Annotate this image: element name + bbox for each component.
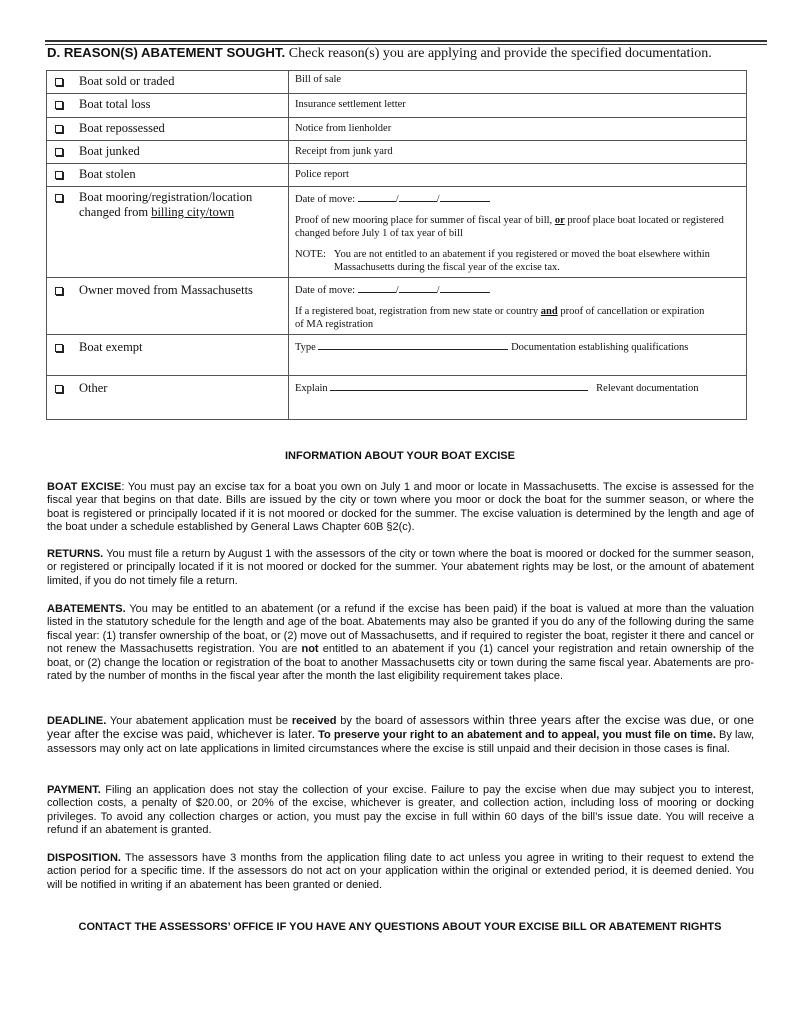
doc-and: and (540, 306, 558, 317)
table-row (47, 278, 747, 335)
doc-label: Police report (295, 169, 349, 180)
doc-label: Bill of sale (295, 74, 342, 85)
reason-label: Boat total loss (79, 97, 151, 111)
checkbox[interactable] (55, 101, 63, 109)
para-text: entitled to an abatement if you (1) cancel your registration and retain ownership of the boat, or (2) change the location or registration of the boat to another Massachusetts city or town during the same fiscal year. Abatements are pro-rated by the number of months in the fiscal year after the month the last eligibility requirement takes place. (47, 643, 754, 683)
section-heading (47, 45, 712, 62)
doc-label: Notice from lienholder (295, 123, 392, 134)
table-row (47, 335, 747, 376)
section-instruction: Check reason(s) you are applying and provide the specified documentation. (288, 46, 712, 61)
para-text: You must file a return by August 1 with the assessors of the city or town where the boat is moored or docked for the summer season, or registered or principally located if it is not moored or docked for the summer. Your abatement rights may be lost, or the amount of abatement limited, if you do not timely file a return. (47, 548, 754, 587)
doc-label (295, 214, 746, 240)
doc-label: Insurance settlement letter (295, 99, 406, 110)
table-row (47, 376, 747, 420)
table-row (47, 71, 747, 94)
para-text: by the board of assessors (336, 715, 474, 727)
reason-label: Boat junked (79, 144, 140, 158)
para-heading: DEADLINE. (47, 715, 107, 727)
reason-label (79, 190, 288, 220)
reason-label: Boat sold or traded (79, 74, 175, 88)
checkbox[interactable] (55, 171, 63, 179)
reason-label: Boat repossessed (79, 121, 165, 135)
checkbox[interactable] (55, 148, 63, 156)
reason-text: Boat mooring/registration/location changed from (79, 190, 253, 219)
doc-text: proof of cancellation or expiration of MA registration (295, 306, 705, 330)
deadline-paragraph (47, 714, 754, 756)
para-bold: not (301, 643, 319, 656)
para-text-large: within three years after the excise was due, or one year after the excise was paid, whichever is later. (47, 713, 755, 742)
para-heading: ABATEMENTS. (47, 603, 126, 615)
para-heading: DISPOSITION. (47, 852, 121, 864)
type-field[interactable] (295, 340, 746, 353)
para-heading: PAYMENT. (47, 784, 101, 796)
doc-text: Proof of new mooring place for summer of fiscal year of bill, (295, 215, 555, 226)
checkbox[interactable] (55, 287, 63, 295)
date-of-move-field[interactable]: Date of move: / / (295, 192, 746, 205)
doc-text: proof place boat located or registered changed before July 1 of tax year of bill (295, 215, 724, 239)
date-of-move-field[interactable]: Date of move: / / (295, 283, 746, 296)
doc-label (295, 305, 746, 331)
contact-notice: CONTACT THE ASSESSORS’ OFFICE IF YOU HAVE ANY QUESTIONS ABOUT YOUR EXCISE BILL OR ABATEMENT RIGHTS (78, 921, 722, 933)
type-label: Type (295, 342, 316, 353)
reason-label: Boat exempt (79, 340, 143, 354)
para-bold: received (291, 715, 337, 727)
section-label: D. REASON(S) ABATEMENT SOUGHT. (47, 45, 286, 60)
para-text: You may be entitled to an abatement (or a refund if the excise has been paid) if the boat is valued at more than the valuation listed in the statutory schedule for the length and age of the boat. Abatements may also be granted if you do any of the following during the same fiscal year: (1) transfer ownership of the boat, or (2) move out of Massachusetts, and if required to register the boat, register it there and cancel or not renew the Massachusetts registration. You are (47, 603, 754, 656)
table-row (47, 187, 747, 278)
doc-text: If a registered boat, registration from new state or country (295, 306, 541, 317)
checkbox[interactable] (55, 125, 63, 133)
para-heading: BOAT EXCISE (47, 481, 122, 493)
para-text: Filing an application does not stay the collection of your excise. Failure to pay the excise when due may subject you to interest, collection costs, a penalty of $20.00, or 20% of the excise, whichever is greater, and collection action, including loss of mooring or docking privileges. To avoid any collection charges or action, you must pay the excise in full within 60 days of the bill’s issue date. You will receive a refund if an abatement is granted. (47, 784, 754, 837)
reason-underlined: billing city/town (151, 205, 235, 219)
abatements-paragraph (47, 603, 754, 683)
reasons-table (46, 70, 747, 420)
para-heading: RETURNS. (47, 548, 104, 560)
doc-label: Relevant documentation (596, 383, 699, 394)
para-text: The assessors have 3 months from the application filing date to act unless you agree in writing to their request to extend the action period for a specific time. If the assessors do not act on your application within the original or extended period, it is deemed denied. You will be notified in writing if an abatement has been granted or denied. (47, 852, 754, 891)
para-text: Your abatement application must be (106, 715, 292, 727)
date-label: Date of move: (295, 194, 356, 205)
boat-excise-paragraph (47, 481, 754, 535)
table-row (47, 118, 747, 141)
table-row (47, 141, 747, 164)
doc-label: Receipt from junk yard (295, 146, 393, 157)
explain-field[interactable] (295, 381, 746, 394)
note (295, 248, 746, 274)
reason-label: Owner moved from Massachusetts (79, 283, 253, 297)
checkbox[interactable] (55, 344, 63, 352)
para-text: : You must pay an excise tax for a boat you own on July 1 and moor or locate in Massachusetts. The excise is assessed for the fiscal year that begins on that date. Bills are issued by the city or town where you moor or dock the boat for the summer season, or where the boat is registered or principally located if it is not moored or docked for the summer. The excise valuation is determined by the length and age of the boat under a schedule established by General Laws Chapter 60B §2(c). (47, 481, 754, 534)
date-label: Date of move: (295, 285, 356, 296)
disposition-paragraph (47, 852, 754, 892)
reason-label: Other (79, 381, 108, 395)
doc-or: or (554, 215, 565, 226)
checkbox[interactable] (55, 194, 63, 202)
para-text: By law, assessors may only act on late applications in limited circumstances where the excise is still unpaid and their decision in those cases is final. (47, 729, 754, 755)
doc-label: Documentation establishing qualifications (511, 342, 689, 353)
table-row (47, 164, 747, 187)
table-row (47, 94, 747, 118)
note-text: You are not entitled to an abatement if you registered or moved the boat elsewhere within Massachusetts during the fiscal year of the excise tax. (333, 249, 710, 273)
note-label: NOTE: (295, 249, 326, 260)
info-title: INFORMATION ABOUT YOUR BOAT EXCISE (285, 450, 515, 462)
payment-paragraph (47, 784, 754, 838)
para-bold: To preserve your right to an abatement and to appeal, you must file on time. (314, 729, 716, 742)
checkbox[interactable] (55, 78, 63, 86)
checkbox[interactable] (55, 385, 63, 393)
returns-paragraph (47, 548, 754, 588)
explain-label: Explain (295, 383, 328, 394)
reason-label: Boat stolen (79, 167, 136, 181)
